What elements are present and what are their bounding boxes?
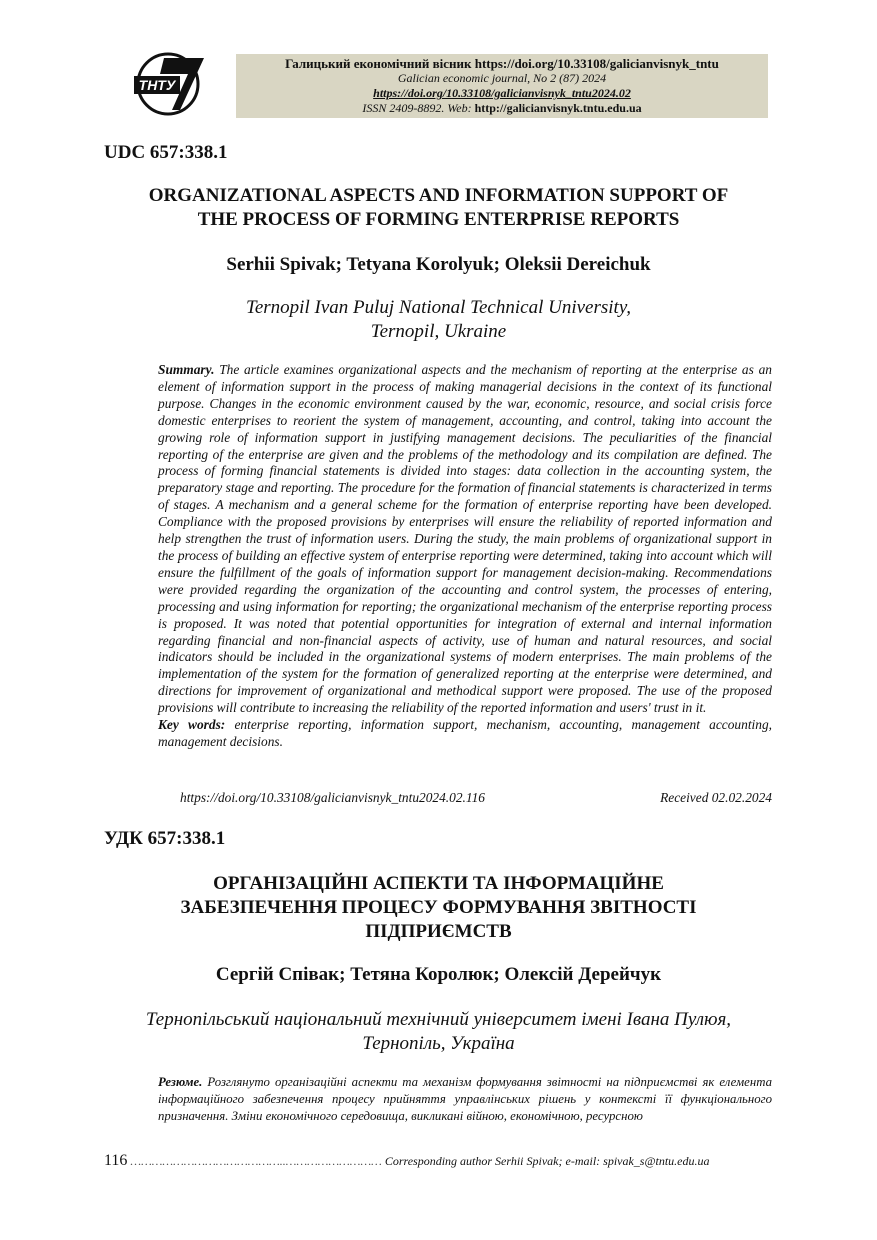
affiliation-en-line2: Ternopil, Ukraine [370, 321, 507, 342]
logo-text: ТНТУ [138, 77, 176, 93]
title-uk-line3: ПІДПРИЄМСТВ [365, 921, 512, 942]
article-doi-link[interactable]: https://doi.org/10.33108/galicianvisnyk_tntu2024.02.116 [180, 790, 485, 805]
journal-issn-line [236, 101, 768, 116]
summary-label-en: Summary. [158, 362, 215, 377]
affiliation-uk-line2: Тернопіль, Україна [362, 1033, 515, 1054]
footer-dots: ……………………………………..……………………… [130, 1154, 382, 1168]
affiliation-en [80, 296, 797, 344]
article-meta [180, 790, 772, 806]
page-number: 116 [104, 1152, 128, 1169]
journal-web-link[interactable]: http://galicianvisnyk.tntu.edu.ua [474, 101, 642, 115]
title-uk-line1: ОРГАНІЗАЦІЙНІ АСПЕКТИ ТА ІНФОРМАЦІЙНЕ [213, 873, 664, 894]
keywords-text-en: enterprise reporting, information support, mechanism, accounting, management accounting, management decisions. [158, 717, 772, 749]
title-en-line1: ORGANIZATIONAL ASPECTS AND INFORMATION SUPPORT OF [148, 185, 729, 206]
received-date: Received 02.02.2024 [660, 790, 772, 805]
affiliation-uk [80, 1008, 797, 1056]
journal-title-line: Галицький економічний вісник https://doi.org/10.33108/galicianvisnyk_tntu [285, 56, 719, 71]
journal-header [236, 54, 768, 118]
journal-issue-line: Galician economic journal, No 2 (87) 2024 [397, 71, 607, 85]
issn-label: ISSN 2409-8892. Web: [362, 101, 472, 115]
corresponding-author: Corresponding author Serhii Spivak; e-mail: spivak_s@tntu.edu.ua [384, 1154, 710, 1168]
article-title-en [80, 184, 797, 232]
authors-en: Serhii Spivak; Tetyana Korolyuk; Oleksii Dereichuk [226, 254, 651, 275]
title-en-line2: THE PROCESS OF FORMING ENTERPRISE REPORTS [197, 209, 680, 230]
summary-en [104, 362, 772, 751]
article-title-uk [80, 872, 797, 944]
affiliation-uk-line1: Тернопільський національний технічний університет імені Івана Пулюя, [145, 1009, 732, 1030]
journal-doi-link[interactable]: https://doi.org/10.33108/galicianvisnyk_tntu2024.02 [373, 86, 631, 100]
university-logo [130, 52, 210, 116]
title-uk-line2: ЗАБЕЗПЕЧЕННЯ ПРОЦЕСУ ФОРМУВАННЯ ЗВІТНОСТІ [180, 897, 697, 918]
udc-code-uk: УДК 657:338.1 [104, 828, 226, 849]
summary-text-uk: Розглянуто організаційні аспекти та механізм формування звітності на підприємстві як елемента інформаційного забезпечення процесу прийняття управлінських рішень у контексті її функціонального призначення. Зміни економічного середовища, викликані війною, економічною, ресурсною [158, 1075, 772, 1123]
udc-code: UDC 657:338.1 [104, 142, 228, 163]
summary-uk [104, 1074, 772, 1125]
summary-label-uk: Резюме. [158, 1075, 203, 1089]
authors-uk: Сергій Співак; Тетяна Королюк; Олексій Дерейчук [215, 964, 662, 985]
keywords-label-en: Key words: [158, 717, 226, 733]
affiliation-en-line1: Ternopil Ivan Puluj National Technical University, [246, 297, 631, 318]
page-footer [104, 1152, 772, 1170]
summary-text-en: The article examines organizational aspects and the mechanism of reporting at the enterprise as an element of information support in the process of making managerial decisions in the context of its functional purpose. Changes in the economic environment caused by the war, economic, resource, and social crisis force domestic enterprises to reorient the system of management, accounting, and control, taking into account the growing role of information support in justifying management decisions. The peculiarities of the financial reporting of the enterprise are given and the problems of the methodology and its compilation are defined. The process of forming financial statements is divided into stages: data collection in the accounting system, the preparatory stage and reporting. The procedure for the formation of financial statements is characterized in terms of stages. A mechanism and a general scheme for the formation of enterprise reporting have been developed. Compliance with the proposed provisions by enterprises will ensure the reliability of reported information and help strengthen the trust of information users. During the study, the main problems of organizational support in the process of building an effective system of enterprise reporting were determined, taking into account which will ensure the fulfillment of the goals of information support for management decision-making. Recommendations were provided regarding the organization of the accounting and control system, the processes of entering, processing and using information for reporting; the organizational mechanism of the enterprise reporting process is proposed. It was noted that potential opportunities for integration of external and internal information regarding financial and non-financial aspects of activity, use of human and natural resources, and social indicators should be included in the organizational systems of modern enterprises. The main problems of the implementation of the system for the formation of generalized reporting at the enterprise were determined, and directions for improvement of organizational and methodical support were proposed. The use of the proposed provisions will contribute to increasing the reliability of the reported information and users' trust in it. [158, 362, 772, 716]
